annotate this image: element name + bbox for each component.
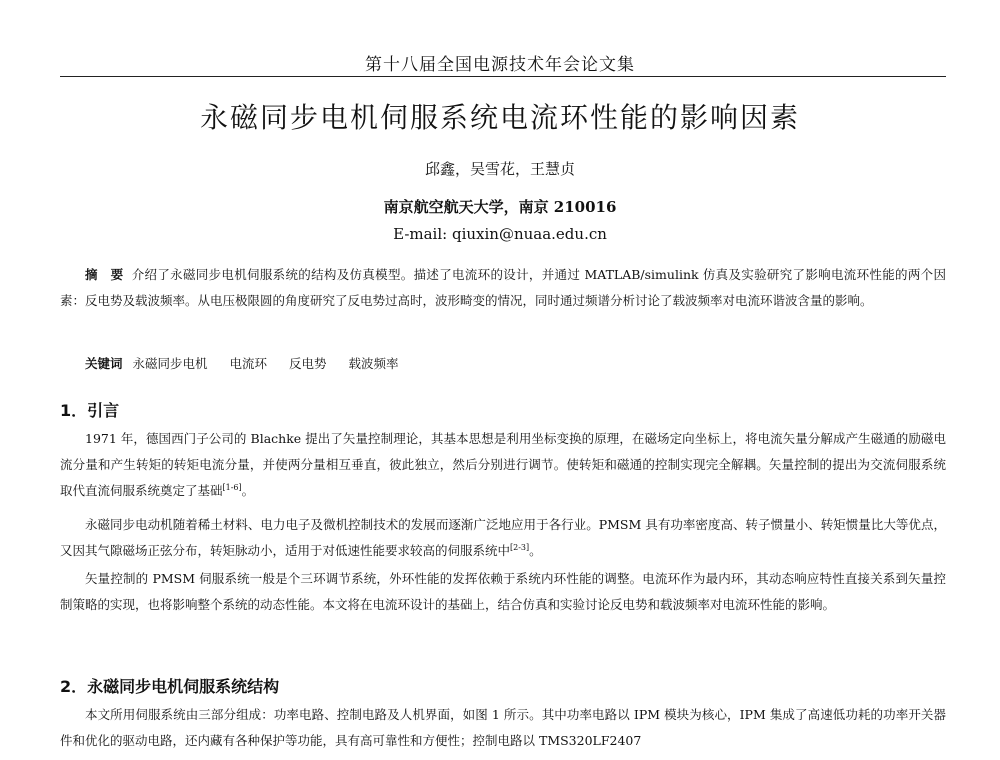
paper-email: E-mail: qiuxin@nuaa.edu.cn [393,225,607,243]
paragraph [60,566,946,618]
keywords [60,354,946,372]
abstract-text: 介绍了永磁同步电机伺服系统的结构及仿真模型。描述了电流环的设计，并通过 MATLAB/simulink 仿真及实验研究了影响电流环性能的两个因素：反电势及载波频率。从电压极限圆的角度研究了反电势过高时，波形畸变的情况，同时通过频谱分析讨论了载波频率对电流环谐波含量的影响。 [60,267,946,308]
running-header: 第十八届全国电源技术年会论文集 [365,55,635,75]
paragraph-end: 。 [241,483,255,498]
citation: [1-6] [222,482,242,492]
header-rule [60,76,946,77]
keyword: 载波频率 [348,356,399,371]
keyword: 反电势 [289,356,327,371]
section-heading-introduction: 1．引言 [60,401,120,420]
keyword: 电流环 [229,356,268,371]
abstract [60,262,946,314]
keyword: 永磁同步电机 [132,356,208,371]
paragraph [60,512,946,564]
abstract-label: 摘 要 [85,267,124,282]
paragraph-text: 永磁同步电动机随着稀土材料、电力电子及微机控制技术的发展而逐渐广泛地应用于各行业。PMSM 具有功率密度高、转子惯量小、转矩惯量比大等优点，又因其气隙磁场正弦分布，转矩脉动小，适用于对低速性能要求较高的伺服系统中 [60,517,946,558]
paragraph-text: 矢量控制的 PMSM 伺服系统一般是个三环调节系统，外环性能的发挥依赖于系统内环性能的调整。电流环作为最内环，其动态响应特性直接关系到矢量控制策略的实现，也将影响整个系统的动态性能。本文将在电流环设计的基础上，结合仿真和实验讨论反电势和载波频率对电流环性能的影响。 [60,571,946,612]
citation: [2-3] [510,542,530,552]
paper-authors: 邱鑫，吴雪花，王慧贞 [424,160,575,178]
section-heading-system-structure: 2．永磁同步电机伺服系统结构 [60,677,280,696]
paragraph [60,702,946,754]
paragraph-text: 本文所用伺服系统由三部分组成：功率电路、控制电路及人机界面，如图 1 所示。其中功率电路以 IPM 模块为核心，IPM 集成了高速低功耗的功率开关器件和优化的驱动电路，还内藏有各种保护等功能，具有高可靠性和方便性；控制电路以 TMS320LF2407 [60,707,946,748]
keywords-label: 关键词 [85,356,123,371]
paragraph-end: 。 [529,543,542,558]
paper-title: 永磁同步电机伺服系统电流环性能的影响因素 [199,101,800,134]
paper-affiliation: 南京航空航天大学，南京 210016 [383,198,617,216]
paragraph-text: 1971 年，德国西门子公司的 Blachke 提出了矢量控制理论，其基本思想是利用坐标变换的原理，在磁场定向坐标上，将电流矢量分解成产生磁通的励磁电流分量和产生转矩的转矩电流分量，并使两分量相互垂直，彼此独立，然后分别进行调节。使转矩和磁通的控制实现完全解耦。矢量控制的提出为交流伺服系统取代直流伺服系统奠定了基础 [60,431,946,498]
paragraph [60,426,946,504]
